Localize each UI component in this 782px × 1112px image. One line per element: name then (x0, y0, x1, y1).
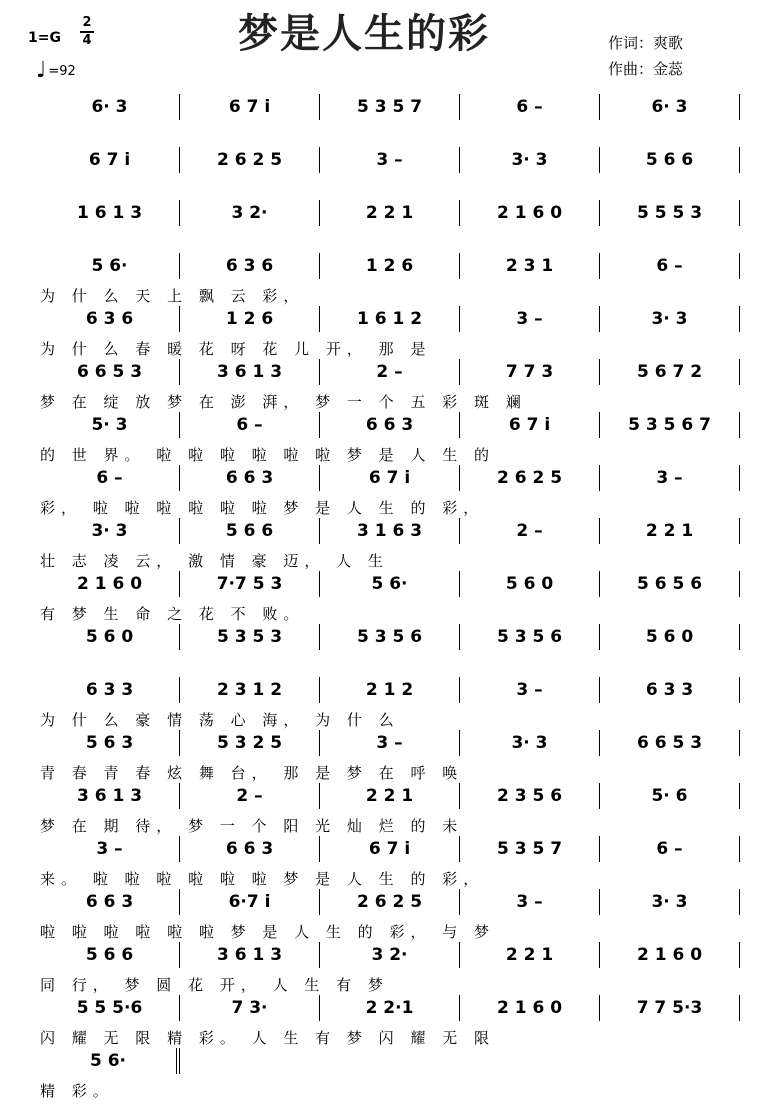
measure: 6 6 3 (320, 412, 460, 438)
measure: 2 2 1 (460, 942, 600, 968)
lyrics-line: 同 行， 梦 圆 花 开， 人 生 有 梦 (40, 976, 389, 994)
measure: 6 3 6 (180, 253, 320, 279)
measure: 7 3· (180, 995, 320, 1021)
measure: 5 3 5 6 (460, 624, 600, 650)
score-header (0, 0, 782, 92)
measure: 3· 3 (460, 730, 600, 756)
measure: 3 6 1 3 (40, 783, 180, 809)
measure: 5 3 2 5 (180, 730, 320, 756)
notes-line (40, 200, 740, 226)
measure: 5 6· (320, 571, 460, 597)
measure: 6 – (600, 253, 740, 279)
notes-line (40, 253, 740, 279)
notes-line (40, 783, 740, 809)
lyrics-line: 精 彩。 (40, 1082, 114, 1100)
lyrics-line: 来。 啦 啦 啦 啦 啦 啦 梦 是 人 生 的 彩， (40, 870, 485, 888)
lyrics-line: 梦 在 期 待， 梦 一 个 阳 光 灿 烂 的 未 (40, 817, 464, 835)
measure: 3 – (460, 677, 600, 703)
measure: 3· 3 (600, 306, 740, 332)
composer: 作曲：金蕊 (608, 60, 684, 78)
measure: 2 6 2 5 (460, 465, 600, 491)
quarter-note-icon: ♩ (36, 58, 47, 83)
notes-line (40, 677, 740, 703)
measure: 7 7 3 (460, 359, 600, 385)
measure: 5 6 7 2 (600, 359, 740, 385)
measure: 6· 3 (600, 94, 740, 120)
score-line (40, 1046, 750, 1112)
measure: 6 – (40, 465, 180, 491)
measure: 5 6 6 (600, 147, 740, 173)
tempo-value: =92 (48, 63, 76, 79)
measure: 7·7 5 3 (180, 571, 320, 597)
lyrics-line: 为 什 么 春 暖 花 呀 花 儿 开， 那 是 (40, 340, 432, 358)
measure: 3 – (320, 730, 460, 756)
measure: 2 6 2 5 (180, 147, 320, 173)
measure: 6 7 i (320, 836, 460, 862)
lyrics-line: 为 什 么 豪 情 荡 心 海， 为 什 么 (40, 711, 400, 729)
measure: 6 3 6 (40, 306, 180, 332)
notes-line (40, 1048, 740, 1074)
measure: 5 6· (40, 1048, 180, 1074)
song-title: 梦是人生的彩 (238, 10, 490, 57)
measure: 1 6 1 3 (40, 200, 180, 226)
key-signature: 1=G (28, 30, 61, 46)
notes-line (40, 730, 740, 756)
measure: 3 – (460, 306, 600, 332)
measure: 5 3 5 3 (180, 624, 320, 650)
measure: 5· 6 (600, 783, 740, 809)
measure: 2 3 1 2 (180, 677, 320, 703)
measure: 5 6 0 (600, 624, 740, 650)
lyrics-line: 壮 志 凌 云， 激 情 豪 迈， 人 生 (40, 552, 389, 570)
measure: 5 3 5 6 (320, 624, 460, 650)
measure: 2 1 6 0 (600, 942, 740, 968)
measure: 2 – (320, 359, 460, 385)
measure: 7 7 5·3 (600, 995, 740, 1021)
measure: 5· 3 (40, 412, 180, 438)
measure: 3 6 1 3 (180, 942, 320, 968)
notes-line (40, 306, 740, 332)
measure: 5 6 6 (40, 942, 180, 968)
measure: 5 5 5 3 (600, 200, 740, 226)
notes-line (40, 889, 740, 915)
measure: 3 2· (180, 200, 320, 226)
notes-line (40, 624, 740, 650)
credits (608, 30, 683, 82)
measure: 5 6 5 6 (600, 571, 740, 597)
measure: 6 6 5 3 (40, 359, 180, 385)
time-signature (80, 16, 94, 48)
lyrics-line: 啦 啦 啦 啦 啦 啦 梦 是 人 生 的 彩， 与 梦 (40, 923, 495, 941)
notes-line (40, 942, 740, 968)
measure: 1 6 1 2 (320, 306, 460, 332)
lyrics-line: 闪 耀 无 限 精 彩。 人 生 有 梦 闪 耀 无 限 (40, 1029, 495, 1047)
measure: 2 1 6 0 (460, 200, 600, 226)
measure: 6 – (180, 412, 320, 438)
notes-line (40, 94, 740, 120)
measure: 5 6 6 (180, 518, 320, 544)
notes-line (40, 836, 740, 862)
lyrics-line: 的 世 界。 啦 啦 啦 啦 啦 啦 梦 是 人 生 的 (40, 446, 495, 464)
notes-line (40, 518, 740, 544)
measure: 6 7 i (180, 94, 320, 120)
measure: 5 6· (40, 253, 180, 279)
measure: 2 1 6 0 (460, 995, 600, 1021)
lyrics-line: 青 春 青 春 炫 舞 台， 那 是 梦 在 呼 唤 (40, 764, 464, 782)
measure: 3 – (40, 836, 180, 862)
measure: 3 – (600, 465, 740, 491)
time-signature-bottom: 4 (82, 33, 92, 48)
measure: 6 – (600, 836, 740, 862)
measure: 2 – (460, 518, 600, 544)
measure: 2 2 1 (320, 783, 460, 809)
measure: 6 6 5 3 (600, 730, 740, 756)
measure: 6·7 i (180, 889, 320, 915)
measure: 6 7 i (460, 412, 600, 438)
measure: 1 2 6 (180, 306, 320, 332)
measure: 6 6 3 (40, 889, 180, 915)
measure: 5 6 3 (40, 730, 180, 756)
measure: 6· 3 (40, 94, 180, 120)
measure: 3 1 6 3 (320, 518, 460, 544)
measure: 6 7 i (40, 147, 180, 173)
measure: 3· 3 (460, 147, 600, 173)
measure: 1 2 6 (320, 253, 460, 279)
measure: 6 – (460, 94, 600, 120)
measure: 3· 3 (40, 518, 180, 544)
lyrics-line: 有 梦 生 命 之 花 不 败。 (40, 605, 305, 623)
measure: 2 3 1 (460, 253, 600, 279)
measure: 3 2· (320, 942, 460, 968)
measure: 5 3 5 6 7 (600, 412, 740, 438)
measure: 6 3 3 (40, 677, 180, 703)
measure: 3 – (320, 147, 460, 173)
measure: 5 6 0 (460, 571, 600, 597)
lyricist: 作词：爽歌 (608, 34, 684, 52)
score-body (40, 92, 750, 1099)
notes-line (40, 465, 740, 491)
measure: 2 2·1 (320, 995, 460, 1021)
lyrics-line: 为 什 么 天 上 飘 云 彩， (40, 287, 305, 305)
notes-line (40, 412, 740, 438)
measure: 2 – (180, 783, 320, 809)
lyrics-line: 彩， 啦 啦 啦 啦 啦 啦 梦 是 人 生 的 彩， (40, 499, 485, 517)
measure: 2 3 5 6 (460, 783, 600, 809)
notes-line (40, 995, 740, 1021)
measure: 5 5 5·6 (40, 995, 180, 1021)
measure: 6 6 3 (180, 465, 320, 491)
measure: 6 6 3 (180, 836, 320, 862)
measure: 6 7 i (320, 465, 460, 491)
measure: 6 3 3 (600, 677, 740, 703)
time-signature-top: 2 (82, 15, 92, 30)
measure: 3 – (460, 889, 600, 915)
measure: 2 1 6 0 (40, 571, 180, 597)
notes-line (40, 571, 740, 597)
measure: 2 6 2 5 (320, 889, 460, 915)
measure: 5 3 5 7 (460, 836, 600, 862)
lyrics-line: 梦 在 绽 放 梦 在 澎 湃， 梦 一 个 五 彩 斑 斓 (40, 393, 527, 411)
measure: 3· 3 (600, 889, 740, 915)
measure: 5 3 5 7 (320, 94, 460, 120)
measure: 2 2 1 (320, 200, 460, 226)
tempo-marking (36, 58, 76, 83)
measure: 2 1 2 (320, 677, 460, 703)
notes-line (40, 147, 740, 173)
measure: 5 6 0 (40, 624, 180, 650)
measure: 2 2 1 (600, 518, 740, 544)
measure: 3 6 1 3 (180, 359, 320, 385)
notes-line (40, 359, 740, 385)
